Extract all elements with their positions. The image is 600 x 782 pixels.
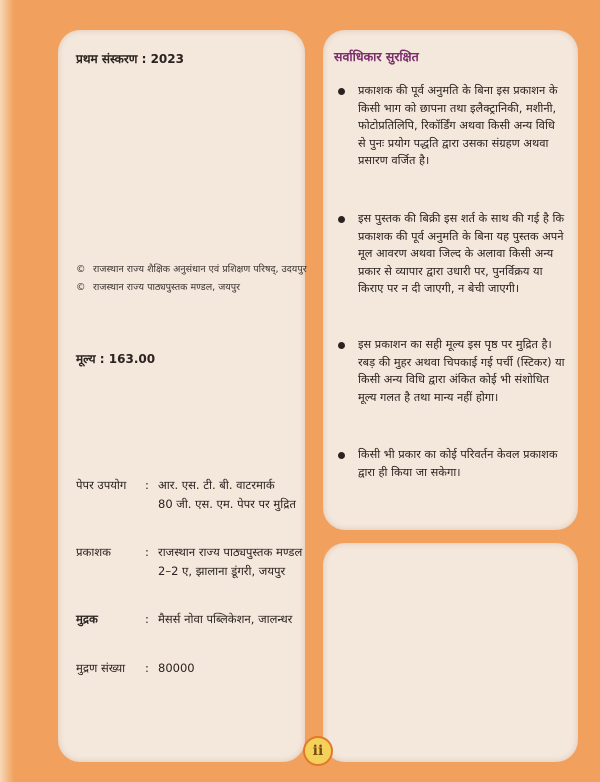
publisher-line-1: राजस्थान राज्य पाठ्यपुस्तक मण्डल: [158, 545, 303, 559]
price-info: मूल्य : 163.00: [76, 352, 156, 366]
bullet-dot-icon: [338, 452, 345, 459]
publisher-line-2: 2–2 ए, झालाना डूंगरी, जयपुर: [158, 564, 286, 578]
copyright-line-1: [76, 262, 307, 275]
bullet-dot-icon: [338, 88, 345, 95]
print-count-line-1: 80000: [158, 661, 195, 675]
rights-bullet-4: [338, 446, 566, 481]
paper-usage-label: पेपर उपयोग: [76, 478, 127, 492]
rights-bullet-4-text: किसी भी प्रकार का कोई परिवर्तन केवल प्रकाशक द्वारा ही किया जा सकेगा।: [358, 448, 558, 479]
paper-usage-line-2: 80 जी. एस. एम. पेपर पर मुद्रित: [158, 497, 296, 511]
rights-bullet-2-text: इस पुस्तक की बिक्री इस शर्त के साथ की गई है कि प्रकाशक की पूर्व अनुमति के बिना यह पुस्तक अपने मूल आवरण अथवा जिल्द के अलावा किसी अन्य प्रकार से व्यापार द्वारा उधारी पर, पुनर्विक्रय या किराए पर न दी जाएगी, न बेची जाएगी।: [358, 212, 565, 295]
rights-bullet-1: [338, 82, 566, 170]
copyright-line-2: [76, 280, 240, 293]
copyright-text-2: राजस्थान राज्य पाठ्यपुस्तक मण्डल, जयपुर: [93, 282, 241, 293]
paper-usage-line-1: आर. एस. टी. बी. वाटरमार्क: [158, 478, 275, 492]
rights-reserved-title: सर्वाधिकार सुरक्षित: [334, 49, 419, 64]
copyright-text-1: राजस्थान राज्य शैक्षिक अनुसंधान एवं प्रशिक्षण परिषद्, उदयपुर: [93, 264, 307, 275]
print-count-value: [158, 659, 195, 678]
copyright-icon: ©: [76, 264, 86, 275]
paper-usage-colon: :: [145, 478, 149, 492]
bullet-dot-icon: [338, 342, 345, 349]
print-count-label: मुद्रण संख्या: [76, 661, 126, 675]
publisher-value: [158, 543, 302, 581]
printer-line-1: मैसर्स नोवा पब्लिकेशन, जालन्धर: [158, 612, 293, 626]
paper-usage-value: [158, 476, 296, 514]
copyright-icon: ©: [76, 282, 86, 293]
bullet-dot-icon: [338, 216, 345, 223]
page-edge: [0, 0, 14, 782]
rights-bullet-3: [338, 336, 566, 406]
edition-info: प्रथम संस्करण : 2023: [76, 52, 184, 66]
rights-bullet-2: [338, 210, 566, 298]
printer-label: मुद्रक: [76, 612, 98, 626]
page-number-badge: ii: [303, 736, 333, 766]
publisher-label: प्रकाशक: [76, 545, 112, 559]
printer-colon: :: [145, 612, 149, 626]
left-info-panel: [58, 30, 305, 762]
publisher-colon: :: [145, 545, 149, 559]
rights-bullet-1-text: प्रकाशक की पूर्व अनुमति के बिना इस प्रकाशन के किसी भाग को छापना तथा इलैक्ट्रानिकी, मशीनी, फोटोप्रतिलिपि, रिकॉर्डिंग अथवा किसी अन्य विधि से पुनः प्रयोग पद्धति द्वारा उसका संग्रहण अथवा प्रसारण वर्जित है।: [358, 84, 558, 167]
blank-panel: [323, 543, 578, 762]
rights-bullet-3-text: इस प्रकाशन का सही मूल्य इस पृष्ठ पर मुद्रित है। रबड़ की मुहर अथवा चिपकाई गई पर्ची (स्टिकर) या किसी अन्य विधि द्वारा अंकित कोई भी संशोधित मूल्य गलत है तथा मान्य नहीं होगा।: [358, 338, 565, 404]
print-count-colon: :: [145, 661, 149, 675]
printer-value: [158, 610, 292, 629]
